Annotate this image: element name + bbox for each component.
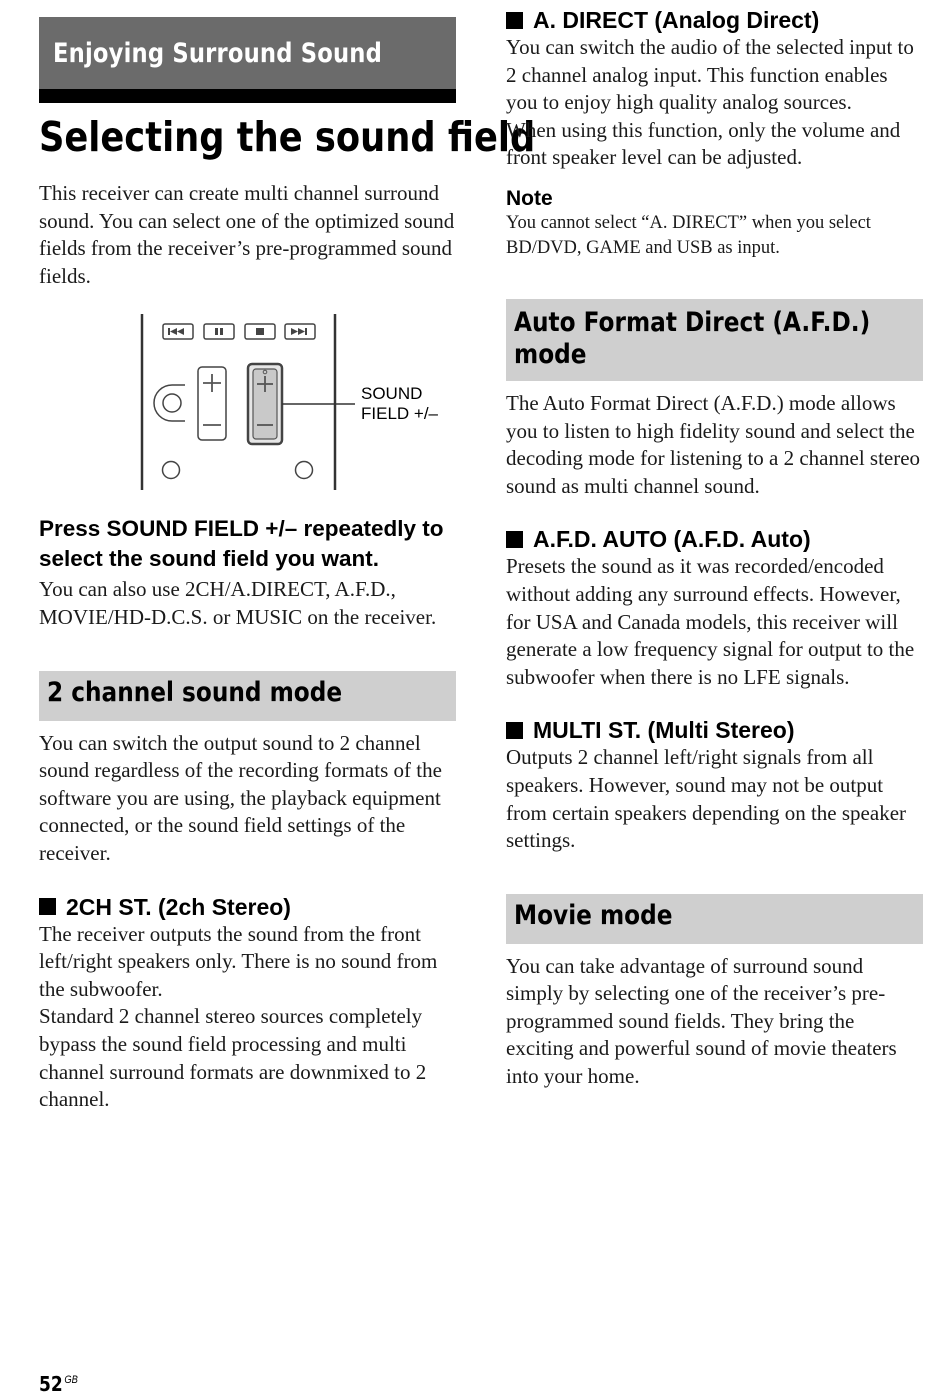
two-channel-intro: You can switch the output sound to 2 channel sound regardless of the recording formats of the software you are using, the playback equipment connected, or the sound field settings of the receiver. [39, 730, 442, 865]
analog-direct-text-1: You can switch the audio of the selected input to 2 channel analog input. This function enables you to enjoy high quality analog sources. [506, 35, 914, 115]
two-channel-heading-band [39, 671, 456, 721]
section-banner-label: Enjoying Surround Sound [53, 37, 383, 69]
sound-field-label-line2: FIELD +/– [361, 404, 439, 424]
instruction-text: You can also use 2CH/A.DIRECT, A.F.D., MOVIE/HD-D.C.S. or MUSIC on the receiver. [39, 577, 437, 629]
afd-heading-band [506, 299, 923, 381]
multi-stereo-heading-label: MULTI ST. (Multi Stereo) [533, 717, 795, 744]
stop-icon [245, 324, 275, 339]
stereo-text-1: The receiver outputs the sound from the front left/right speakers only. There is no sound from the subwoofer. [39, 921, 438, 1001]
square-bullet-icon [39, 898, 56, 915]
note-title: Note [506, 186, 553, 210]
square-bullet-icon [506, 12, 523, 29]
note-text: You cannot select “A. DIRECT” when you select BD/DVD, GAME and USB as input. [506, 212, 871, 258]
section-banner [39, 17, 456, 103]
page-number [39, 1372, 78, 1396]
multi-stereo-heading [506, 716, 923, 744]
analog-direct-heading-label: A. DIRECT (Analog Direct) [533, 7, 820, 33]
afd-auto-text: Presets the sound as it was recorded/encoded without adding any surround effects. However, for USA and Canada models, this receiver will generate a low frequency signal for output to the subwoofer when there is no LFE signals. [506, 554, 915, 689]
page-number-value: 52 [39, 1372, 63, 1396]
analog-direct-text-2: When using this function, only the volume and front speaker level can be adjusted. [506, 117, 901, 170]
square-bullet-icon [506, 722, 523, 739]
page-title: Selecting the sound field [39, 113, 536, 161]
afd-auto-heading [506, 525, 923, 553]
prev-track-icon [163, 324, 193, 339]
movie-heading-band [506, 894, 923, 944]
sound-field-label-line1: SOUND [361, 384, 423, 404]
pause-icon [204, 324, 234, 339]
remote-figure [39, 312, 456, 492]
page-number-suffix: GB [64, 1374, 78, 1386]
intro-paragraph: This receiver can create multi channel surround sound. You can select one of the optimized sound fields from the receiver’s pre-programmed sound fields. [39, 181, 455, 288]
stereo-text-2: Standard 2 channel stereo sources completely bypass the sound field processing and multi channel surround formats are downmixed to 2 channel. [39, 1004, 427, 1112]
afd-auto-heading-label: A.F.D. AUTO (A.F.D. Auto) [533, 526, 811, 553]
movie-text: You can take advantage of surround sound simply by selecting one of the receiver’s pre-programmed sound fields. They bring the exciting and powerful sound of movie theaters into your home. [506, 953, 897, 1089]
right-column [506, 0, 923, 1091]
instruction-heading: Press SOUND FIELD +/– repeatedly to select the sound field you want. [39, 516, 444, 572]
sound-field-label [361, 384, 438, 424]
two-channel-heading: 2 channel sound mode [47, 676, 343, 708]
movie-heading: Movie mode [514, 899, 673, 931]
square-bullet-icon [506, 531, 523, 548]
next-track-icon [285, 324, 315, 339]
afd-intro: The Auto Format Direct (A.F.D.) mode allows you to listen to high fidelity sound and select the decoding mode for listening to a 2 channel stereo sound as multi channel sound. [506, 390, 921, 498]
stereo-heading [39, 893, 456, 921]
afd-heading: Auto Format Direct (A.F.D.) mode [514, 306, 871, 370]
analog-direct-heading [506, 6, 923, 34]
multi-stereo-text: Outputs 2 channel left/right signals from all speakers. However, sound may not be output from certain speakers depending on the speaker settings. [506, 745, 907, 853]
stereo-heading-label: 2CH ST. (2ch Stereo) [66, 893, 291, 920]
sound-field-button [248, 364, 282, 444]
